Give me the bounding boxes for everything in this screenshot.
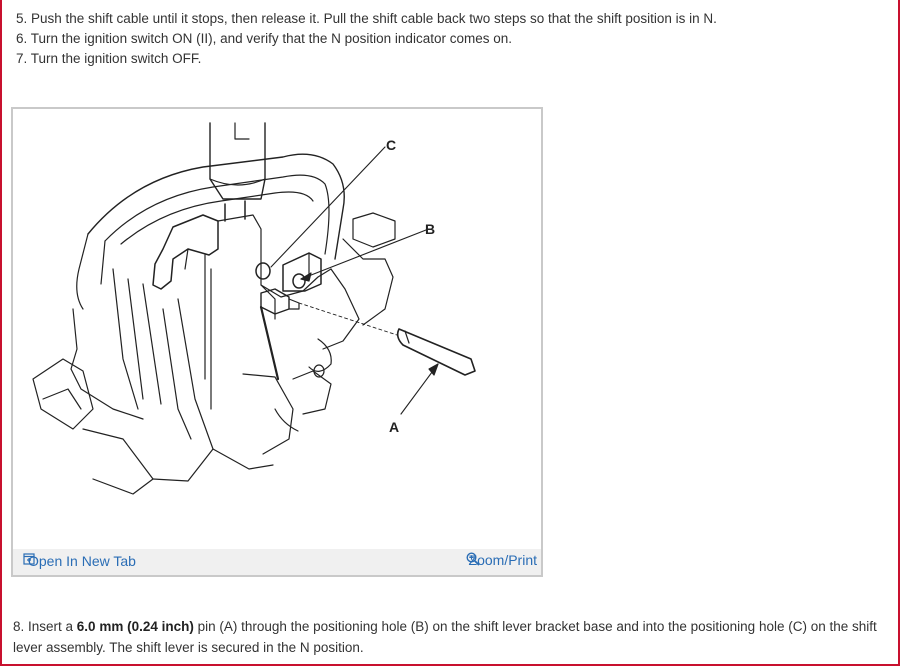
callout-label-c: C <box>386 137 397 153</box>
step-6: 6. Turn the ignition switch ON (II), and verify that the N position indicator comes on. <box>16 31 512 46</box>
step-8 <box>13 616 893 658</box>
zoom-print-link[interactable] <box>466 552 537 568</box>
open-in-new-tab-label: Open In New Tab <box>28 553 136 569</box>
figure-container <box>11 107 543 577</box>
step-5: 5. Push the shift cable until it stops, then release it. Pull the shift cable back two steps so that the shift position is in N. <box>16 11 717 26</box>
step-7: 7. Turn the ignition switch OFF. <box>16 51 202 66</box>
shift-lever-illustration <box>13 109 541 549</box>
step-8-prefix: 8. Insert a <box>13 619 77 634</box>
procedure-steps <box>16 9 717 69</box>
callout-label-b: B <box>425 221 436 237</box>
figure-toolbar <box>13 549 541 575</box>
pin-size-emphasis: 6.0 mm (0.24 inch) <box>76 619 194 634</box>
step-8-text: pin (A) through the positioning hole (B) on the shift lever bracket base and into the positioning hole (C) on the shift lever assembly. The shift lever is secured in the N position. <box>13 619 877 655</box>
zoom-print-label: Zoom/Print <box>468 552 537 568</box>
open-in-new-tab-link[interactable] <box>23 553 136 569</box>
callout-label-a: A <box>389 419 400 435</box>
